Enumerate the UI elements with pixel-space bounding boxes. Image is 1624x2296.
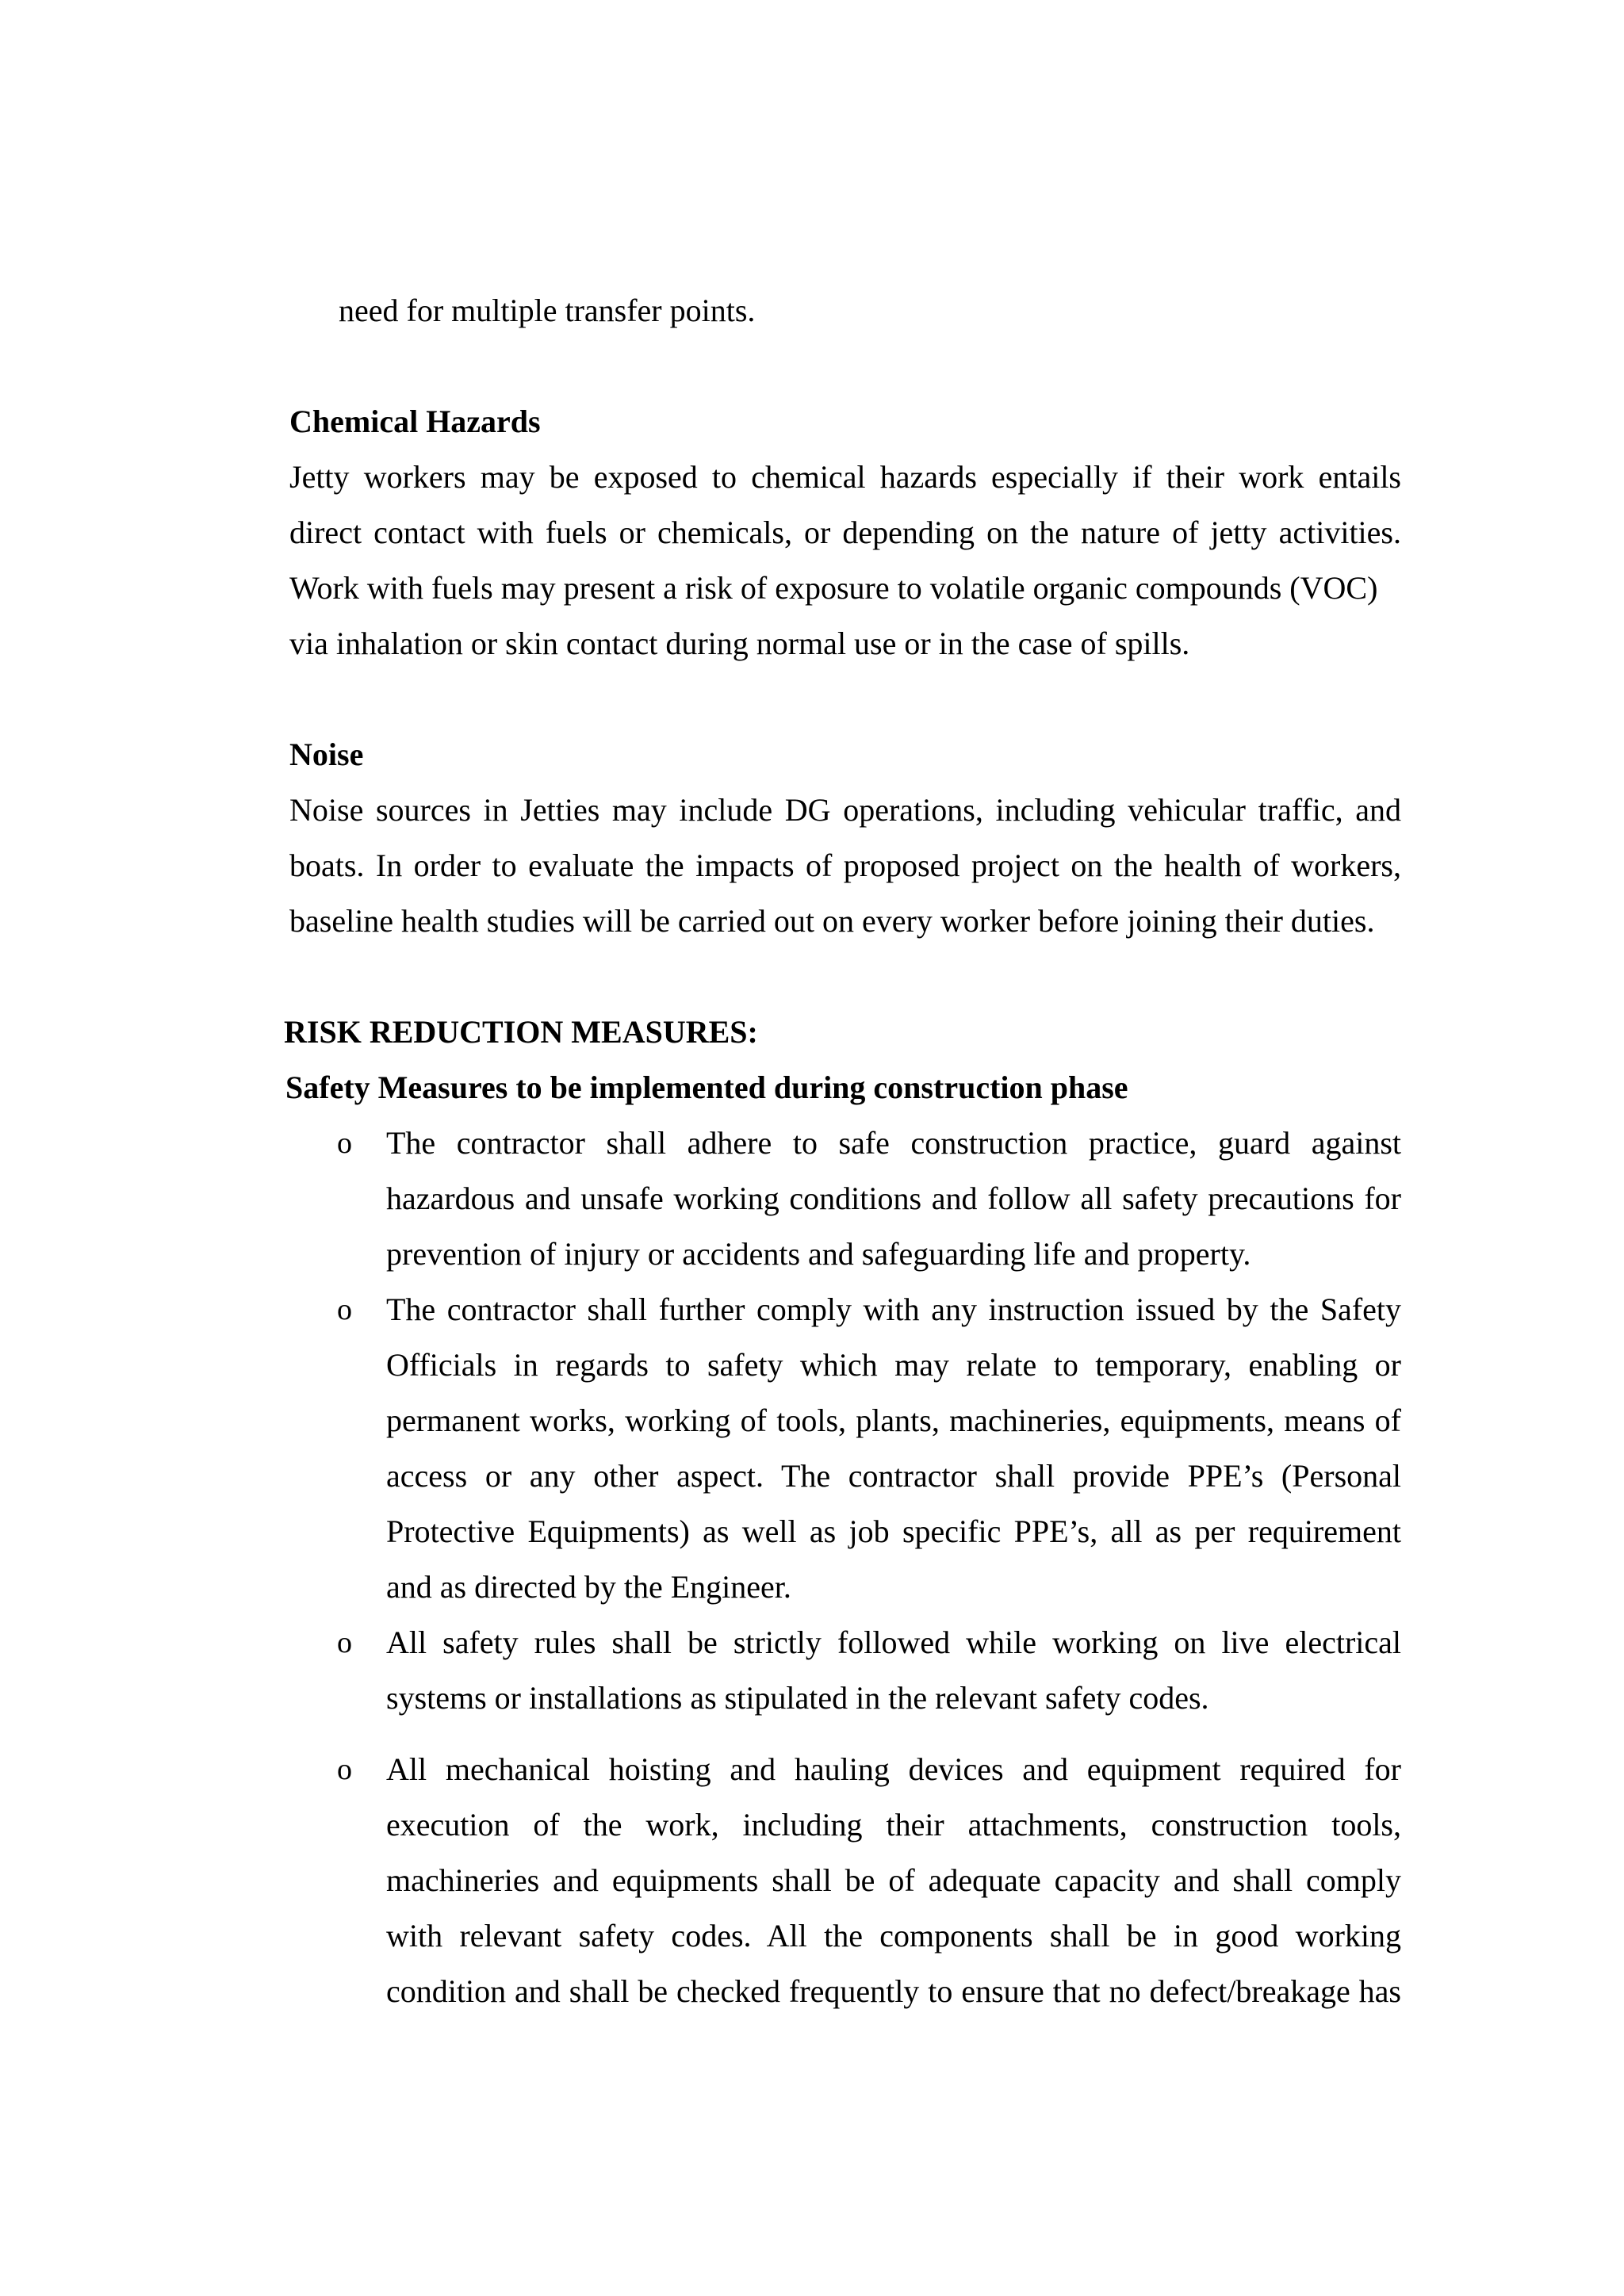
bullet-line: and as directed by the Engineer. (386, 1569, 791, 1605)
bullet-marker: o (337, 1753, 352, 1786)
bullet-line: prevention of injury or accidents and safeguarding life and property. (386, 1236, 1251, 1272)
risk-reduction-heading: RISK REDUCTION MEASURES: (284, 1014, 758, 1050)
bullet-line: systems or installations as stipulated in the relevant safety codes. (386, 1680, 1209, 1716)
noise-paragraph-line: Noise sources in Jetties may include DG operations, including vehicular traffic, and (289, 792, 1401, 828)
chemical-hazards-heading: Chemical Hazards (289, 404, 541, 439)
noise-paragraph-line: boats. In order to evaluate the impacts of proposed project on the health of workers, (289, 848, 1401, 883)
noise-paragraph-line: baseline health studies will be carried out on every worker before joining their duties. (289, 903, 1375, 939)
intro-line: need for multiple transfer points. (339, 293, 756, 328)
bullet-line: machineries and equipments shall be of adequate capacity and shall comply (386, 1862, 1401, 1898)
noise-heading: Noise (289, 737, 364, 772)
bullet-line: All mechanical hoisting and hauling devices and equipment required for (386, 1751, 1401, 1787)
bullet-marker: o (337, 1293, 352, 1326)
bullet-line: condition and shall be checked frequently to ensure that no defect/breakage has (386, 1973, 1401, 2009)
bullet-line: execution of the work, including their attachments, construction tools, (386, 1807, 1401, 1843)
bullet-line: All safety rules shall be strictly followed while working on live electrical (386, 1624, 1401, 1660)
chemical-paragraph-line: Work with fuels may present a risk of exposure to volatile organic compounds (VOC) (289, 570, 1378, 606)
bullet-line: The contractor shall further comply with any instruction issued by the Safety (386, 1292, 1401, 1327)
safety-measures-subheading: Safety Measures to be implemented during construction phase (285, 1070, 1128, 1105)
bullet-line: with relevant safety codes. All the components shall be in good working (386, 1918, 1401, 1954)
chemical-paragraph-line: via inhalation or skin contact during normal use or in the case of spills. (289, 626, 1190, 661)
bullet-marker: o (337, 1127, 352, 1160)
bullet-marker: o (337, 1626, 352, 1659)
bullet-line: permanent works, working of tools, plants, machineries, equipments, means of (386, 1402, 1401, 1438)
bullet-line: access or any other aspect. The contractor shall provide PPE’s (Personal (386, 1458, 1401, 1494)
bullet-line: Officials in regards to safety which may relate to temporary, enabling or (386, 1347, 1401, 1383)
chemical-paragraph-line: Jetty workers may be exposed to chemical hazards especially if their work entails (289, 459, 1401, 495)
bullet-line: Protective Equipments) as well as job specific PPE’s, all as per requirement (386, 1513, 1401, 1549)
bullet-line: The contractor shall adhere to safe construction practice, guard against (386, 1125, 1401, 1161)
chemical-paragraph-line: direct contact with fuels or chemicals, or depending on the nature of jetty activities. (289, 515, 1401, 550)
bullet-line: hazardous and unsafe working conditions and follow all safety precautions for (386, 1181, 1401, 1216)
